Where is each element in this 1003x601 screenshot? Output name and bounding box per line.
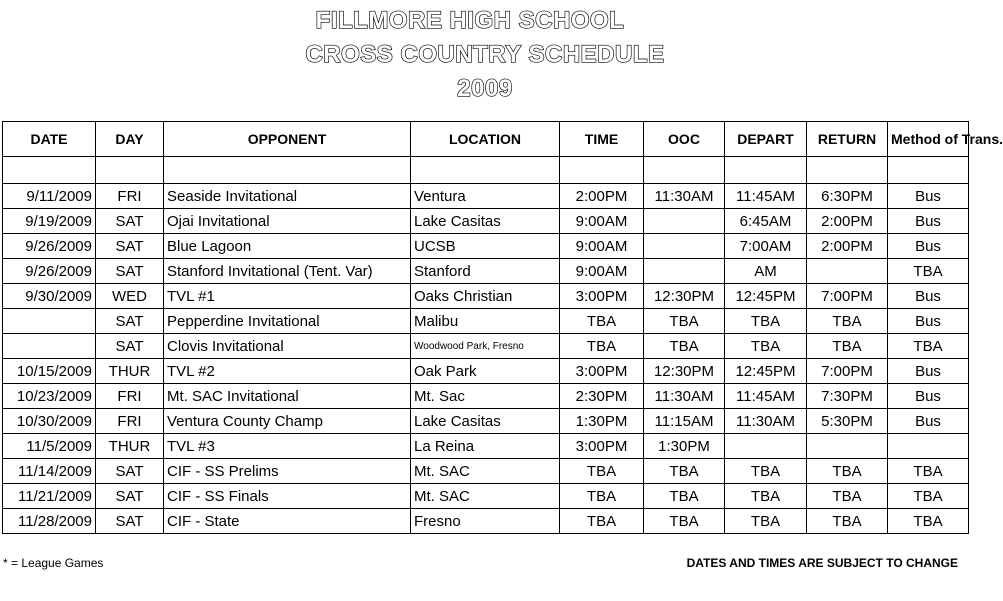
cell-method: Bus [888, 284, 969, 309]
header-ooc: OOC [644, 122, 725, 157]
cell-method: TBA [888, 509, 969, 534]
cell-opponent: Mt. SAC Invitational [164, 384, 411, 409]
table-row [3, 359, 969, 384]
cell-time: 3:00PM [560, 284, 644, 309]
cell-opponent: CIF - SS Finals [164, 484, 411, 509]
cell-return [807, 434, 888, 459]
cell-day: WED [96, 284, 164, 309]
cell-date: 10/30/2009 [3, 409, 96, 434]
blank-cell [96, 157, 164, 184]
cell-time: TBA [560, 309, 644, 334]
cell-location: Fresno [411, 509, 560, 534]
cell-day: THUR [96, 434, 164, 459]
cell-time: 2:00PM [560, 184, 644, 209]
table-row [3, 509, 969, 534]
cell-ooc: 11:30AM [644, 184, 725, 209]
cell-day: SAT [96, 209, 164, 234]
cell-day: FRI [96, 384, 164, 409]
cell-return: TBA [807, 484, 888, 509]
cell-location: La Reina [411, 434, 560, 459]
cell-depart [725, 434, 807, 459]
cell-opponent: TVL #2 [164, 359, 411, 384]
schedule-table [2, 121, 1003, 534]
header-row [3, 122, 969, 157]
header-return: RETURN [807, 122, 888, 157]
cell-depart: 12:45PM [725, 284, 807, 309]
cell-method: Bus [888, 184, 969, 209]
cell-opponent: Clovis Invitational [164, 334, 411, 359]
cell-day: SAT [96, 234, 164, 259]
blank-cell [644, 157, 725, 184]
cell-return: 7:00PM [807, 359, 888, 384]
cell-date [3, 334, 96, 359]
cell-location: Malibu [411, 309, 560, 334]
blank-cell [411, 157, 560, 184]
cell-method: TBA [888, 259, 969, 284]
cell-method: Bus [888, 384, 969, 409]
cell-date: 9/19/2009 [3, 209, 96, 234]
cell-ooc: TBA [644, 459, 725, 484]
cell-ooc: TBA [644, 509, 725, 534]
header-opponent: OPPONENT [164, 122, 411, 157]
cell-return: 2:00PM [807, 209, 888, 234]
cell-day: THUR [96, 359, 164, 384]
cell-depart: TBA [725, 334, 807, 359]
cell-ooc [644, 234, 725, 259]
cell-date: 10/15/2009 [3, 359, 96, 384]
title-school: FILLMORE HIGH SCHOOL [315, 7, 625, 34]
table-row [3, 259, 969, 284]
cell-date: 9/11/2009 [3, 184, 96, 209]
cell-method: Bus [888, 409, 969, 434]
cell-opponent: CIF - SS Prelims [164, 459, 411, 484]
cell-depart: 7:00AM [725, 234, 807, 259]
cell-day: SAT [96, 459, 164, 484]
cell-date: 10/23/2009 [3, 384, 96, 409]
cell-return: 7:30PM [807, 384, 888, 409]
cell-depart: 11:30AM [725, 409, 807, 434]
cell-time: TBA [560, 484, 644, 509]
cell-date: 11/28/2009 [3, 509, 96, 534]
cell-date: 9/26/2009 [3, 234, 96, 259]
cell-ooc: 1:30PM [644, 434, 725, 459]
blank-cell [725, 157, 807, 184]
cell-depart: 11:45AM [725, 384, 807, 409]
cell-location: Mt. Sac [411, 384, 560, 409]
title-schedule: CROSS COUNTRY SCHEDULE [305, 41, 665, 68]
cell-return: TBA [807, 334, 888, 359]
cell-opponent: TVL #1 [164, 284, 411, 309]
cell-ooc: 11:15AM [644, 409, 725, 434]
cell-depart: 12:45PM [725, 359, 807, 384]
cell-location: UCSB [411, 234, 560, 259]
cell-day: SAT [96, 259, 164, 284]
cell-location: Mt. SAC [411, 459, 560, 484]
cell-day: SAT [96, 484, 164, 509]
cell-time: 9:00AM [560, 234, 644, 259]
footer-change-notice: DATES AND TIMES ARE SUBJECT TO CHANGE [686, 556, 958, 570]
cell-return: TBA [807, 309, 888, 334]
cell-return: TBA [807, 459, 888, 484]
cell-location: Mt. SAC [411, 484, 560, 509]
cell-depart: TBA [725, 459, 807, 484]
blank-cell [888, 157, 969, 184]
cell-return: 5:30PM [807, 409, 888, 434]
cell-opponent: Ventura County Champ [164, 409, 411, 434]
cell-day: FRI [96, 409, 164, 434]
header-method: Method of Trans. [888, 122, 969, 157]
cell-opponent: CIF - State [164, 509, 411, 534]
cell-location: Oak Park [411, 359, 560, 384]
table-row [3, 409, 969, 434]
cell-location: Lake Casitas [411, 409, 560, 434]
cell-return [807, 259, 888, 284]
table-row [3, 184, 969, 209]
cell-time: 3:00PM [560, 359, 644, 384]
cell-depart: 11:45AM [725, 184, 807, 209]
cell-time: TBA [560, 509, 644, 534]
blank-cell [807, 157, 888, 184]
cell-location: Stanford [411, 259, 560, 284]
header-location: LOCATION [411, 122, 560, 157]
cell-ooc: 11:30AM [644, 384, 725, 409]
cell-depart: AM [725, 259, 807, 284]
header-depart: DEPART [725, 122, 807, 157]
blank-cell [3, 157, 96, 184]
cell-time: 9:00AM [560, 209, 644, 234]
footer-league-note: * = League Games [3, 556, 104, 570]
cell-method [888, 434, 969, 459]
cell-date: 11/14/2009 [3, 459, 96, 484]
cell-date [3, 309, 96, 334]
cell-return: 2:00PM [807, 234, 888, 259]
table-row [3, 334, 969, 359]
cell-day: FRI [96, 184, 164, 209]
cell-time: 2:30PM [560, 384, 644, 409]
blank-cell [560, 157, 644, 184]
table-row [3, 209, 969, 234]
page-title [0, 4, 970, 106]
cell-method: Bus [888, 234, 969, 259]
cell-method: Bus [888, 209, 969, 234]
cell-date: 9/30/2009 [3, 284, 96, 309]
cell-ooc: TBA [644, 334, 725, 359]
title-year: 2009 [457, 75, 513, 102]
cell-depart: 6:45AM [725, 209, 807, 234]
table-row [3, 309, 969, 334]
table-row [3, 234, 969, 259]
cell-method: Bus [888, 309, 969, 334]
blank-row [3, 157, 969, 184]
table-row [3, 434, 969, 459]
cell-time: 9:00AM [560, 259, 644, 284]
cell-location: Oaks Christian [411, 284, 560, 309]
cell-ooc: 12:30PM [644, 359, 725, 384]
cell-opponent: Seaside Invitational [164, 184, 411, 209]
cell-return: 6:30PM [807, 184, 888, 209]
table-row [3, 284, 969, 309]
cell-date: 11/5/2009 [3, 434, 96, 459]
cell-date: 9/26/2009 [3, 259, 96, 284]
cell-location: Ventura [411, 184, 560, 209]
cell-depart: TBA [725, 484, 807, 509]
cell-time: 3:00PM [560, 434, 644, 459]
cell-method: TBA [888, 459, 969, 484]
cell-location: Woodwood Park, Fresno [411, 334, 560, 359]
cell-time: TBA [560, 334, 644, 359]
cell-depart: TBA [725, 309, 807, 334]
cell-ooc [644, 259, 725, 284]
cell-opponent: Stanford Invitational (Tent. Var) [164, 259, 411, 284]
cell-return: 7:00PM [807, 284, 888, 309]
cell-ooc: TBA [644, 484, 725, 509]
cell-method: Bus [888, 359, 969, 384]
cell-day: SAT [96, 509, 164, 534]
cell-return: TBA [807, 509, 888, 534]
cell-day: SAT [96, 334, 164, 359]
table-row [3, 484, 969, 509]
cell-opponent: Ojai Invitational [164, 209, 411, 234]
table-row [3, 459, 969, 484]
cell-time: 1:30PM [560, 409, 644, 434]
cell-ooc: TBA [644, 309, 725, 334]
header-date: DATE [3, 122, 96, 157]
cell-opponent: Pepperdine Invitational [164, 309, 411, 334]
cell-opponent: TVL #3 [164, 434, 411, 459]
cell-date: 11/21/2009 [3, 484, 96, 509]
blank-cell [164, 157, 411, 184]
cell-ooc: 12:30PM [644, 284, 725, 309]
cell-time: TBA [560, 459, 644, 484]
cell-day: SAT [96, 309, 164, 334]
cell-opponent: Blue Lagoon [164, 234, 411, 259]
header-time: TIME [560, 122, 644, 157]
table-row [3, 384, 969, 409]
cell-method: TBA [888, 484, 969, 509]
cell-method: TBA [888, 334, 969, 359]
header-day: DAY [96, 122, 164, 157]
cell-depart: TBA [725, 509, 807, 534]
cell-ooc [644, 209, 725, 234]
cell-location: Lake Casitas [411, 209, 560, 234]
